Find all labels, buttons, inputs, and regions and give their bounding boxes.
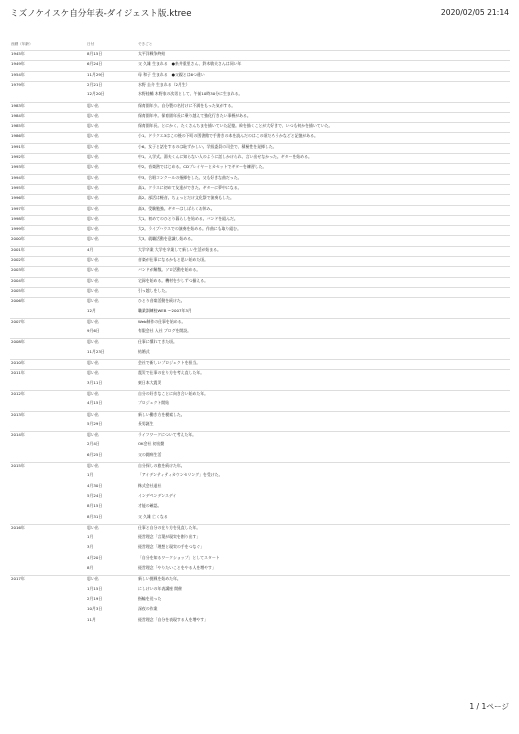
- row-date: 2月19日: [87, 595, 103, 601]
- timeline-row: [10, 256, 510, 262]
- row-year: 1999年: [11, 226, 25, 232]
- row-date: 4月20日: [87, 554, 103, 560]
- timeline-row: [10, 359, 510, 365]
- row-event: 経営理念「言葉が現実を創り出す」: [138, 534, 201, 540]
- row-date: 思い出: [87, 112, 99, 118]
- col-date: 日付: [87, 42, 95, 46]
- row-event: 中3。合唱コンクールの指揮をした。父も好きな曲だった。: [138, 174, 242, 180]
- row-date: 2月21日: [87, 81, 103, 87]
- row-year: 2002年: [11, 257, 25, 262]
- row-event: 中1。入学式。湯夫くんに知らない人のように話しかけられ、言い出せなかった。ギターを始める。: [138, 154, 312, 159]
- row-event: 経営理念「理想と現実の手をつなぐ」: [138, 544, 205, 550]
- row-year: 1949年: [11, 61, 25, 67]
- row-year: 2000年: [11, 236, 25, 242]
- row-date: 11月23日: [87, 348, 105, 354]
- row-date: 4月30日: [87, 482, 103, 488]
- row-event: 高3。受験勉強。ギターはしばらくお休み。: [138, 205, 215, 211]
- row-date: 4月: [87, 246, 94, 252]
- row-event: 新しい働き方を模索した。: [138, 411, 185, 417]
- row-event: 仕事に慣れてきた頃。: [138, 339, 177, 345]
- row-event: 深夜の作業: [138, 606, 158, 612]
- timeline-row: [10, 50, 510, 56]
- row-date: 思い出: [87, 287, 99, 293]
- timeline-row: [10, 163, 510, 170]
- row-date: 2月4日: [87, 441, 100, 447]
- row-year: 1996年: [11, 195, 25, 201]
- row-event: 大1。初めてのひとり暮らしを始める。バンドを組んだ。: [138, 215, 238, 221]
- row-event: 大2。ライブハウスでの演奏を始める。作曲にも取り組む。: [138, 226, 241, 232]
- row-event: にしけいの年表講座 開催: [138, 585, 183, 591]
- page-indicator: 1 / 1ページ: [469, 702, 509, 711]
- row-event: 長男誕生: [138, 420, 154, 426]
- row-event: 保育園年長。とにかく、たくさんちまを描いていた記憶。絵を描くことが大好きで、いつも何かを描いていた。: [138, 123, 333, 129]
- row-event: 経営理念「自分を表現する人を増やす」: [138, 616, 209, 622]
- row-date: 3月11日: [87, 379, 103, 385]
- row-date: 思い出: [87, 463, 99, 468]
- row-date: 思い出: [87, 215, 99, 221]
- timeline-row: [10, 575, 510, 582]
- row-event: 職業訓練校WEB 〜2007年3月: [138, 307, 192, 313]
- row-event: 大学卒業 大学を卒業して新しい生活が始まる。: [138, 246, 221, 252]
- timeline-row: [10, 287, 510, 293]
- row-date: 思い出: [87, 267, 99, 273]
- row-year: 1995年: [11, 184, 25, 190]
- timeline-row: [10, 390, 510, 396]
- row-date: 思い出: [87, 370, 99, 376]
- row-year: 2007年: [11, 318, 25, 324]
- row-event: 小1。ドラクエ3はこの後の下町の図書館で手書きの本を読んだのはこの頃だろうかなどと記憶がある。: [138, 133, 318, 139]
- row-date: 1月: [87, 534, 94, 540]
- row-date: 6月24日: [87, 61, 103, 67]
- row-year: 2014年: [11, 432, 25, 438]
- row-event: 指輪を送った: [138, 595, 162, 601]
- timeline-row: [10, 318, 510, 324]
- row-event: 保育園年中。保育園年長に乗り越えて強化行きたい事柄がある。: [138, 112, 251, 118]
- row-event: 震災で仕事の在り方を考え直した年。: [138, 370, 205, 376]
- row-date: 思い出: [87, 432, 99, 438]
- row-date: 12月20日: [87, 91, 105, 97]
- row-year: 2010年: [11, 360, 25, 365]
- row-date: 5月24日: [87, 492, 103, 498]
- timeline-row: [10, 112, 510, 118]
- timeline-row: [10, 462, 510, 468]
- row-year: 2001年: [11, 246, 25, 252]
- col-event: できごと: [138, 42, 153, 46]
- row-event: 水野 圭介 生まれる（2月生）: [138, 81, 190, 87]
- row-year: 2003年: [11, 267, 25, 273]
- row-date: 思い出: [87, 102, 99, 108]
- row-date: 思い出: [87, 524, 99, 530]
- row-event: 父の闘病生活: [138, 451, 162, 457]
- timeline-row: [10, 102, 510, 108]
- row-year: 1992年: [11, 154, 25, 159]
- row-event: 父 久雄 生まれる ●糸井重里さん、鈴木敏夫さんは同い年: [138, 61, 242, 67]
- timeline-row: [10, 225, 510, 232]
- row-date: 4月15日: [87, 400, 103, 406]
- row-year: 1997年: [11, 205, 25, 211]
- row-event: 「自分を知るワークショップ」としてスタート: [138, 554, 220, 560]
- row-date: 1月15日: [87, 585, 103, 591]
- row-date: 1月: [87, 472, 94, 478]
- row-event: インデペンデンスデイ: [138, 492, 177, 498]
- row-date: 8月: [87, 565, 94, 570]
- row-date: 6月25日: [87, 451, 103, 457]
- row-date: 思い出: [87, 411, 99, 417]
- row-date: 3月: [87, 544, 94, 550]
- row-date: 思い出: [87, 318, 99, 324]
- row-date: 思い出: [87, 184, 99, 190]
- timeline-table: [10, 50, 510, 630]
- timeline-row: [10, 81, 510, 87]
- row-event: ひとり音楽活動を続けた。: [138, 298, 185, 304]
- row-event: 高2。部活は軽音。ちょっとだけ文化祭で演奏もした。: [138, 195, 234, 201]
- row-event: 宅録を始める。機材を少しずつ揃える。: [138, 277, 209, 283]
- row-date: 思い出: [87, 143, 99, 149]
- row-date: 10月3日: [87, 606, 103, 612]
- row-date: 思い出: [87, 257, 99, 262]
- row-year: 1986年: [11, 133, 25, 139]
- row-event: 仕事と自分の在り方を見直した年。: [138, 524, 201, 530]
- row-event: 東日本大震災: [138, 379, 162, 385]
- row-date: 思い出: [87, 226, 99, 232]
- row-event: ライフワークについて考えた年。: [138, 432, 197, 438]
- row-date: 11月: [87, 616, 96, 622]
- timeline-row: [10, 524, 510, 530]
- row-date: 思い出: [87, 339, 99, 345]
- row-date: 思い出: [87, 164, 99, 170]
- row-year: 2005年: [11, 287, 25, 293]
- row-date: 思い出: [87, 133, 99, 139]
- row-event: 経営理念「やりたいことをやる人を増やす」: [138, 565, 216, 570]
- row-date: 思い出: [87, 576, 99, 582]
- row-date: 8月31日: [87, 513, 103, 519]
- row-event: 大3。就職活動を意識し始める。: [138, 236, 195, 242]
- row-date: 9月6日: [87, 328, 100, 334]
- timeline-row: [10, 297, 510, 304]
- timeline-row: [10, 194, 510, 201]
- row-event: 株式会社退社: [138, 482, 162, 488]
- row-event: 才能の確認。: [138, 503, 162, 509]
- row-event: 自分探しの旅を続けた年。: [138, 463, 185, 468]
- row-year: 2013年: [11, 411, 25, 417]
- row-year: 1954年: [11, 71, 25, 77]
- row-event: 母 和子 生まれる ●父親とは6つ違い: [138, 71, 205, 77]
- timeline-row: [10, 411, 510, 417]
- row-event: 保育園年少。自分製の名付けに不満をもった気がする。: [138, 102, 236, 108]
- row-event: 自分の好きなことに向き合い始めた年。: [138, 390, 209, 396]
- row-date: 思い出: [87, 236, 99, 242]
- timeline-row: [10, 246, 510, 252]
- row-year: 2006年: [11, 298, 25, 304]
- row-year: 2004年: [11, 277, 25, 283]
- row-event: 中2。音楽熱ではじめる。CDプレイヤーとカセットでギターを練習した。: [138, 164, 267, 170]
- row-event: 新しい挑戦を始めた年。: [138, 576, 181, 582]
- row-date: 思い出: [87, 390, 99, 396]
- row-year: 1993年: [11, 164, 25, 170]
- row-event: 水野桂輔 木野家の次男として、午前10時30分に生まれる。: [138, 91, 243, 97]
- row-date: 思い出: [87, 205, 99, 211]
- timeline-row: [10, 266, 510, 273]
- row-year: 2017年: [11, 576, 25, 582]
- timeline-row: [10, 60, 510, 67]
- row-year: 1983年: [11, 102, 25, 108]
- row-event: プロジェクト開始: [138, 400, 170, 406]
- timeline-row: [10, 153, 510, 159]
- row-event: バンドが解散。ソロ活動を始める。: [138, 267, 201, 273]
- row-event: 結婚式: [138, 348, 150, 354]
- row-year: 1991年: [11, 143, 25, 149]
- row-event: Web制作の仕事を始める。: [138, 318, 186, 324]
- row-year: 1945年: [11, 51, 25, 56]
- row-year: 2011年: [11, 370, 25, 376]
- timeline-row: [10, 122, 510, 129]
- row-date: 思い出: [87, 174, 99, 180]
- row-year: 1985年: [11, 123, 25, 129]
- timeline-row: [10, 205, 510, 211]
- timeline-row: [10, 215, 510, 221]
- timeline-row: [10, 174, 510, 180]
- row-year: 1979年: [11, 81, 25, 87]
- print-timestamp: 2020/02/05 21:14: [440, 8, 509, 17]
- row-year: 2008年: [11, 339, 25, 345]
- col-year: 西暦（年齢）: [11, 42, 33, 46]
- row-year: 2016年: [11, 524, 25, 530]
- row-date: 8月15日: [87, 51, 103, 56]
- row-date: 5月29日: [87, 420, 103, 426]
- row-date: 思い出: [87, 360, 99, 365]
- row-event: 「アイデンティティカウンセリング」を受けた。: [138, 472, 223, 478]
- row-event: 引っ越しをした。: [138, 287, 170, 293]
- document-title: ミズノケイスケ自分年表-ダイジェスト版.ktree: [10, 9, 192, 19]
- row-event: OK会社 初出勤: [138, 441, 165, 447]
- row-year: 1994年: [11, 174, 25, 180]
- row-date: 11月29日: [87, 71, 105, 77]
- timeline-row: [10, 431, 510, 438]
- row-year: 2012年: [11, 390, 25, 396]
- row-year: 2015年: [11, 463, 25, 468]
- row-year: 1998年: [11, 215, 25, 221]
- row-event: 音楽が仕事になるかもと思い始めた頃。: [138, 257, 209, 262]
- timeline-row: [10, 132, 510, 139]
- row-date: 思い出: [87, 277, 99, 283]
- row-date: 8月15日: [87, 503, 103, 509]
- row-event: 有限会社 入社 ブログを開設。: [138, 328, 192, 334]
- row-event: 会社で新しいプロジェクトを担当。: [138, 360, 201, 365]
- timeline-row: [10, 71, 510, 77]
- row-date: 思い出: [87, 298, 99, 304]
- timeline-row: [10, 338, 510, 345]
- row-date: 思い出: [87, 123, 99, 129]
- row-date: 思い出: [87, 154, 99, 159]
- timeline-row: [10, 277, 510, 283]
- row-date: 思い出: [87, 195, 99, 201]
- row-event: 父 久雄 亡くなる: [138, 513, 168, 519]
- row-event: 小6。女子と話をするのは恥ずかしい。学級委員の司会で、積極性を発揮した。: [138, 143, 277, 149]
- timeline-row: [10, 143, 510, 149]
- row-date: 12月: [87, 307, 96, 313]
- row-year: 1984年: [11, 112, 25, 118]
- row-event: 高1。クラスに初めて友達ができた。ギターに夢中になる。: [138, 184, 242, 190]
- timeline-row: [10, 369, 510, 376]
- timeline-row: [10, 184, 510, 190]
- row-event: 太平洋戦争終結: [138, 51, 166, 56]
- timeline-row: [10, 235, 510, 242]
